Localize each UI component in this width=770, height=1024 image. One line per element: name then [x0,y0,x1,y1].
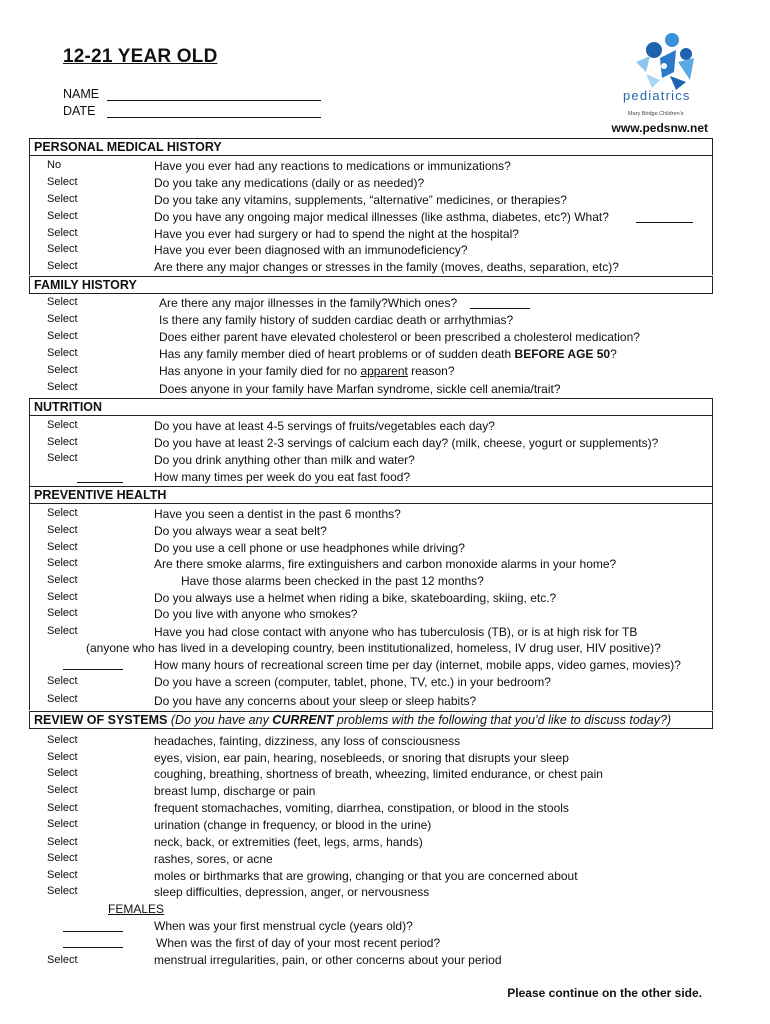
question-text: Do you have any concerns about your sleep or sleep habits? [154,694,477,708]
answer-select[interactable]: Select [47,452,78,464]
continue-note: Please continue on the other side. [507,986,702,1000]
question-text: breast lump, discharge or pain [154,784,316,798]
what-answer-blank[interactable] [636,222,693,223]
answer-select[interactable]: Select [47,693,78,705]
logo-wordmark: pediatrics [623,88,691,103]
recent-period-blank[interactable] [63,947,123,948]
question-text: Do you live with anyone who smokes? [154,607,358,621]
pediatrics-logo-icon [616,28,716,118]
question-text: frequent stomachaches, vomiting, diarrhea, constipation, or blood in the stools [154,801,569,815]
section-subtitle [171,713,671,727]
question-text: Have you seen a dentist in the past 6 months? [154,507,401,521]
question-text: eyes, vision, ear pain, hearing, nosebleeds, or snoring that disrupts your sleep [154,751,569,765]
answer-select[interactable]: Select [47,591,78,603]
section-title [34,713,671,727]
answer-select[interactable]: Select [47,176,78,188]
question-text: neck, back, or extremities (feet, legs, arms, hands) [154,835,423,849]
emphasis-text: apparent [360,364,408,378]
question-text: When was your first menstrual cycle (years old)? [154,919,413,933]
date-label: DATE [63,104,96,118]
question-tail: reason? [407,364,455,378]
question-text: moles or birthmarks that are growing, changing or that you are concerned about [154,869,578,883]
answer-select[interactable]: Select [47,557,78,569]
question-text: How many hours of recreational screen time per day (internet, mobile apps, video games, movies)? [154,658,681,672]
answer-select[interactable]: Select [47,381,78,393]
question-text: Are there any major illnesses in the family?Which ones? [159,296,458,310]
answer-select[interactable]: Select [47,210,78,222]
question-main: Has any family member died of heart problems or of sudden death [159,347,512,361]
answer-select[interactable]: Select [47,419,78,431]
screen-time-blank[interactable] [63,669,123,670]
section-title: PERSONAL MEDICAL HISTORY [34,140,222,154]
question-text: How many times per week do you eat fast food? [154,470,411,484]
question-main: Has anyone in your family died for no [159,364,358,378]
subtitle-post: problems with the following that you’d like to discuss today?) [333,713,672,727]
section-preventive-health [29,486,713,504]
question-text: Do you have at least 4-5 servings of fruits/vegetables each day? [154,419,495,433]
answer-select[interactable]: Select [47,296,78,308]
answer-select[interactable]: Select [47,607,78,619]
answer-select[interactable]: Select [47,260,78,272]
answer-select[interactable]: Select [47,243,78,255]
answer-select[interactable]: Select [47,574,78,586]
answer-select[interactable]: Select [47,869,78,881]
section-title: FAMILY HISTORY [34,278,137,292]
question-text: headaches, fainting, dizziness, any loss of consciousness [154,734,461,748]
section-nutrition [29,398,713,416]
question-text: Do you have a screen (computer, tablet, phone, TV, etc.) in your bedroom? [154,675,551,689]
answer-select[interactable]: Select [47,885,78,897]
answer-select[interactable]: Select [47,818,78,830]
subtitle-pre: (Do you have any [170,713,273,727]
form-title: 12-21 YEAR OLD [63,46,218,67]
answer-select[interactable]: Select [47,675,78,687]
answer-select[interactable]: Select [47,227,78,239]
answer-select[interactable]: Select [47,313,78,325]
question-text: Do you have at least 2-3 servings of calcium each day? (milk, cheese, yogurt or supplements)? [154,436,659,450]
answer-select[interactable]: No [47,159,62,171]
question-text: (anyone who has lived in a developing country, been institutionalized, homeless, IV drug user, HIV positive)? [86,641,661,655]
question-text: rashes, sores, or acne [154,852,273,866]
answer-select[interactable]: Select [47,751,78,763]
answer-select[interactable]: Select [47,507,78,519]
answer-select[interactable]: Select [47,524,78,536]
question-text: coughing, breathing, shortness of breath, wheezing, limited endurance, or chest pain [154,767,603,781]
question-text: Are there any major changes or stresses in the family (moves, deaths, separation, etc)? [154,260,619,274]
question-text [159,364,455,378]
emphasis-text: BEFORE AGE 50 [514,347,611,361]
logo-subtitle: Mary Bridge Children's [628,111,684,117]
females-label: FEMALES [108,902,165,916]
question-text: Does anyone in your family have Marfan syndrome, sickle cell anemia/trait? [159,382,561,396]
answer-select[interactable]: Select [47,836,78,848]
answer-select[interactable]: Select [47,767,78,779]
subtitle-bold: CURRENT [272,713,334,727]
name-field[interactable] [107,100,321,101]
answer-select[interactable]: Select [47,436,78,448]
question-text: menstrual irregularities, pain, or other concerns about your period [154,953,502,967]
question-tail: ? [610,347,617,361]
question-text: Do you take any vitamins, supplements, “alternative” medicines, or therapies? [154,193,567,207]
answer-select[interactable]: Select [47,330,78,342]
section-personal-medical-history [29,138,713,156]
question-text: Have you had close contact with anyone who has tuberculosis (TB), or is at high risk for TB [154,625,638,639]
section-review-of-systems [29,711,713,729]
question-text: Does either parent have elevated cholesterol or been prescribed a cholesterol medication? [159,330,640,344]
first-cycle-blank[interactable] [63,931,123,932]
question-text: When was the first of day of your most recent period? [156,936,441,950]
section-title: PREVENTIVE HEALTH [34,488,167,502]
website-url[interactable]: www.pedsnw.net [611,121,708,135]
question-text: Do you use a cell phone or use headphones while driving? [154,541,465,555]
answer-select[interactable]: Select [47,193,78,205]
answer-select[interactable]: Select [47,364,78,376]
section-title: NUTRITION [34,400,103,414]
answer-select[interactable]: Select [47,734,78,746]
question-text [159,347,617,361]
question-text: Is there any family history of sudden cardiac death or arrhythmias? [159,313,514,327]
fast-food-blank[interactable] [77,482,123,483]
question-text: Do you drink anything other than milk and water? [154,453,415,467]
answer-select[interactable]: Select [47,852,78,864]
answer-select[interactable]: Select [47,954,78,966]
question-text: Have you ever had surgery or had to spend the night at the hospital? [154,227,519,241]
question-text: Are there smoke alarms, fire extinguishers and carbon monoxide alarms in your home? [154,557,617,571]
name-label: NAME [63,87,100,101]
question-text: Do you always use a helmet when riding a bike, skateboarding, skiing, etc.? [154,591,557,605]
answer-select[interactable]: Select [47,625,78,637]
section-title-text: REVIEW OF SYSTEMS [34,713,168,727]
question-text: Do you take any medications (daily or as needed)? [154,176,425,190]
section-family-history [29,276,713,294]
question-text: Have you ever had any reactions to medications or immunizations? [154,159,511,173]
answer-select[interactable]: Select [47,541,78,553]
which-ones-blank[interactable] [470,308,530,309]
date-field[interactable] [107,117,321,118]
question-text: Do you always wear a seat belt? [154,524,327,538]
question-text: urination (change in frequency, or blood in the urine) [154,818,432,832]
answer-select[interactable]: Select [47,347,78,359]
question-text: Have those alarms been checked in the past 12 months? [181,574,484,588]
question-text: Do you have any ongoing major medical illnesses (like asthma, diabetes, etc?) What? [154,210,609,224]
answer-select[interactable]: Select [47,784,78,796]
answer-select[interactable]: Select [47,802,78,814]
question-text: sleep difficulties, depression, anger, or nervousness [154,885,430,899]
question-text: Have you ever been diagnosed with an immunodeficiency? [154,243,468,257]
